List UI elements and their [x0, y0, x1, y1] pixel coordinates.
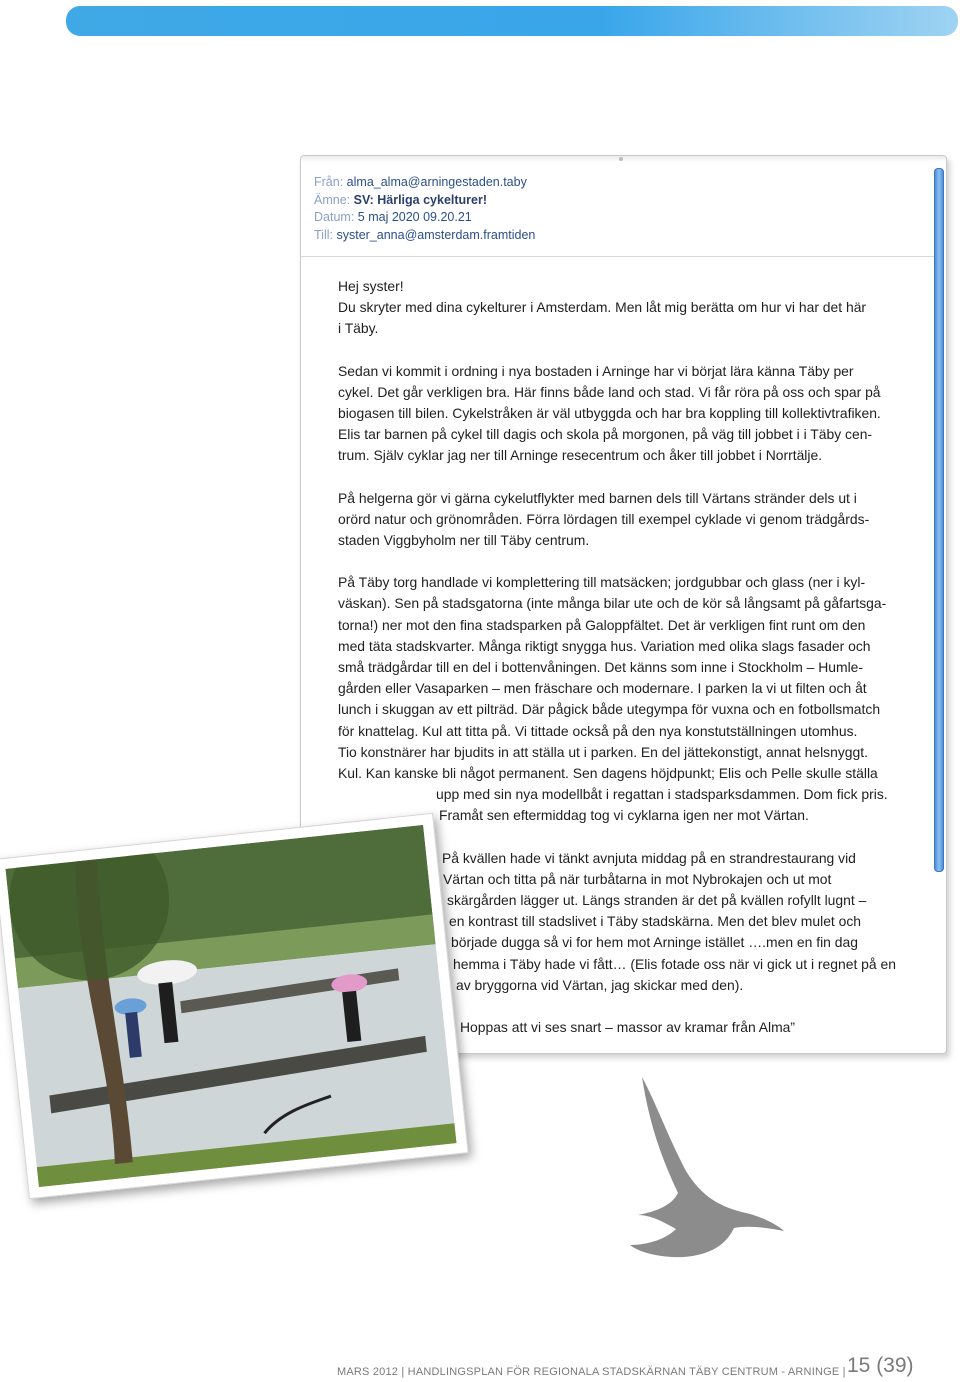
subject-value: SV: Härliga cykelturer! — [353, 192, 488, 207]
letter-line: På kvällen hade vi tänkt avnjuta middag på en strandrestaurang vid — [442, 849, 856, 866]
to-value: syster_anna@amsterdam.framtiden — [336, 227, 536, 242]
letter-line: Elis tar barnen på cykel till dagis och skola på morgonen, på väg till jobbet i i Täby cen- — [338, 426, 873, 443]
letter-line: en kontrast till stadslivet i Täby stadskärna. Men det blev mulet och — [449, 913, 862, 930]
letter-line: Kul. Kan kanske bli något permanent. Sen dagens höjdpunkt; Elis och Pelle skulle ställa — [338, 765, 878, 782]
letter-paragraph-1 — [338, 276, 918, 340]
letter-paragraph-3 — [338, 488, 918, 552]
letter-line: väskan). Sen på stadsgatorna (inte många bilar ute och de kör så långsamt på gåfartsga- — [338, 595, 887, 612]
email-subject-row — [314, 192, 535, 210]
letter-line: biogasen till bilen. Cykelstråken är väl utbyggda och har bra koppling till kollektivtrafiken. — [338, 405, 881, 422]
bird-silhouette-logo — [628, 1075, 788, 1260]
footer-text: MARS 2012 | HANDLINGSPLAN FÖR REGIONALA STADSKÄRNAN TÄBY CENTRUM - ARNINGE | — [337, 1366, 846, 1378]
email-header — [314, 174, 535, 244]
letter-line: skärgården lägger ut. Längs stranden är det på kvällen rofyllt lugnt – — [447, 892, 867, 909]
date-value: 5 maj 2020 09.20.21 — [357, 210, 472, 224]
letter-line: i Täby. — [338, 320, 379, 337]
email-date-row — [314, 209, 535, 227]
letter-line: torna!) ner mot den fina stadsparken på Galoppfältet. Det är verkligen fint runt om den — [338, 616, 866, 633]
scrollbar[interactable] — [934, 168, 944, 872]
date-label: Datum: — [314, 210, 355, 224]
letter-line: På helgerna gör vi gärna cykelutflykter med barnen dels till Värtans stränder dels ut i — [338, 489, 857, 506]
letter-line: På Täby torg handlade vi komplettering till matsäcken; jordgubbar och glass (ner i kyl- — [338, 574, 866, 591]
letter-line: lunch i skuggan av ett pilträd. Där pågick både utegympa för vuxna och en fotbollsmatch — [338, 701, 881, 718]
email-to-row — [314, 227, 535, 245]
letter-line: cykel. Det går verkligen bra. Här finns både land och stad. Vi får röra på oss och spar på — [338, 383, 881, 400]
letter-closing: Hoppas att vi ses snart – massor av kramar från Alma” — [460, 1019, 796, 1036]
subject-label: Ämne: — [314, 192, 351, 207]
letter-paragraph-4 — [338, 572, 918, 826]
letter-line: trum. Själv cyklar jag ner till Arninge resecentrum och åker till jobbet i Norrtälje. — [338, 447, 823, 464]
letter-line: för knattelag. Kul att titta på. Vi tittade också på den nya konstutställningen utomhus. — [338, 722, 858, 739]
letter-line: gården eller Vasaparken – men fräschare och modernare. I parken la vi ut filten och åt — [338, 680, 867, 697]
letter-line: Du skryter med dina cykelturer i Amsterdam. Men låt mig berätta om hur vi har det här — [338, 299, 867, 316]
letter-line: Framåt sen eftermiddag tog vi cyklarna igen ner mot Värtan. — [439, 807, 809, 824]
letter-line: Värtan och titta på när turbåtarna in mot Nybrokajen och ut mot — [443, 870, 832, 887]
letter-line: hemma i Täby hade vi fått… (Elis fotade oss när vi gick ut i regnet på en — [453, 955, 896, 972]
letter-line: upp med sin nya modellbåt i regattan i stadsparksdammen. Dom fick pris. — [436, 786, 888, 803]
letter-line: staden Viggbyholm ner till Täby centrum. — [338, 532, 590, 549]
from-value: alma_alma@arningestaden.taby — [346, 175, 527, 189]
letter-line: Tio konstnärer har bjudits in att ställa ut i parken. En del jättekonstigt, annat helsnyggt. — [338, 743, 868, 760]
window-title-strip — [301, 156, 946, 162]
email-from-row — [314, 174, 535, 192]
to-label: Till: — [314, 227, 333, 242]
header-divider — [301, 256, 936, 257]
letter-paragraph-2 — [338, 361, 918, 467]
letter-line: Hej syster! — [338, 278, 404, 294]
letter-line: började dugga så vi for hem mot Arninge istället ….men en fin dag — [451, 934, 858, 951]
window-grip-dot — [619, 157, 623, 161]
photo-print — [0, 813, 469, 1199]
letter-line: av bryggorna vid Värtan, jag skickar med den). — [456, 976, 744, 993]
top-accent-bar — [66, 6, 958, 36]
page-number: 15 (39) — [847, 1354, 914, 1377]
letter-line: små trädgårdar till en del i bottenvåningen. Det känns som inne i Stockholm – Humle- — [338, 659, 864, 676]
letter-line: Sedan vi kommit i ordning i nya bostaden i Arninge har vi börjat lära känna Täby per — [338, 362, 854, 379]
letter-line: orörd natur och grönområden. Förra lördagen till exempel cyklade vi genom trädgårds- — [338, 510, 870, 527]
from-label: Från: — [314, 175, 344, 189]
letter-line: med täta stadskvarter. Många riktigt snygga hus. Variation med olika slags fasader och — [338, 637, 871, 654]
pier-photo — [5, 825, 456, 1187]
